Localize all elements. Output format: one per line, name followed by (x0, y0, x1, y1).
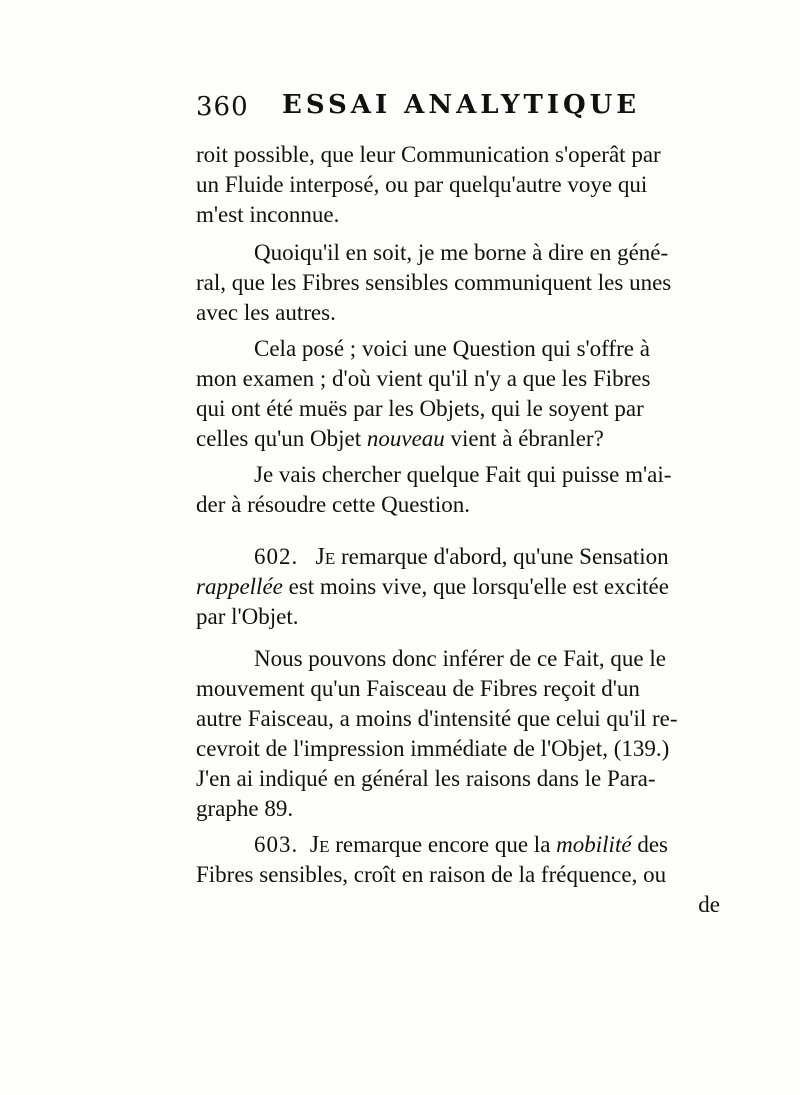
section-number: 602. (254, 544, 299, 569)
text-segment: remarque d'abord, qu'une Sensation (335, 544, 669, 569)
page-number: 360 (196, 92, 249, 122)
text-line: J'en ai indiqué en général les raisons dans le Para- (196, 766, 656, 791)
text-line: Quoiqu'il en soit, je me borne à dire en géné- (254, 240, 669, 265)
text-line: par l'Objet. (196, 604, 299, 629)
text-line (196, 542, 720, 572)
section-number: 603. (254, 832, 299, 857)
text-line: graphe 89. (196, 796, 294, 821)
catchword: de (698, 892, 720, 917)
text-line: roit possible, que leur Communication s'operât par (196, 142, 661, 167)
text-line: ral, que les Fibres sensibles communiquent les unes (196, 270, 672, 295)
text-line: Cela posé ; voici une Question qui s'offre à (254, 336, 650, 361)
text-line (196, 572, 720, 602)
text-segment: est moins vive, que lorsqu'elle est excitée (282, 574, 669, 599)
text-segment: des (631, 832, 668, 857)
text-line: avec les autres. (196, 300, 336, 325)
text-line: der à résoudre cette Question. (196, 492, 470, 517)
section-lead-word: Je (309, 832, 330, 858)
page-header (196, 88, 726, 128)
section-lead-word: Je (315, 544, 336, 570)
text-line (196, 424, 720, 454)
section-602 (196, 542, 720, 632)
text-segment: remarque encore que la (329, 832, 557, 857)
italic-word: nouveau (366, 426, 445, 451)
section-603 (196, 830, 720, 920)
paragraph-quoiqu-il (196, 238, 720, 328)
text-line: Je vais chercher quelque Fait qui puisse m'ai- (254, 462, 672, 487)
text-line: cevroit de l'impression immédiate de l'Objet, (139.) (196, 736, 670, 761)
paragraph-continuation (196, 140, 720, 230)
text-segment: vient à ébranler? (444, 426, 604, 451)
text-line: mon examen ; d'où vient qu'il n'y a que les Fibres (196, 366, 651, 391)
italic-word: rappellée (196, 574, 283, 599)
paragraph-question (196, 334, 720, 454)
text-line (196, 830, 720, 860)
italic-word: mobilité (556, 832, 632, 857)
text-line: qui ont été muës par les Objets, qui le soyent par (196, 396, 644, 421)
text-line: autre Faisceau, a moins d'intensité que celui qu'il re- (196, 706, 678, 731)
text-line: un Fluide interposé, ou par quelqu'autre voye qui (196, 172, 648, 197)
paragraph-nous-pouvons (196, 644, 720, 824)
text-line: m'est inconnue. (196, 202, 340, 227)
running-title: ESSAI ANALYTIQUE (282, 90, 641, 120)
text-line: Fibres sensibles, croît en raison de la fréquence, ou (196, 862, 667, 887)
paragraph-fait (196, 460, 720, 520)
text-segment: celles qu'un Objet (196, 426, 367, 451)
text-line: Nous pouvons donc inférer de ce Fait, que le (254, 646, 666, 671)
text-line: mouvement qu'un Faisceau de Fibres reçoit d'un (196, 676, 640, 701)
